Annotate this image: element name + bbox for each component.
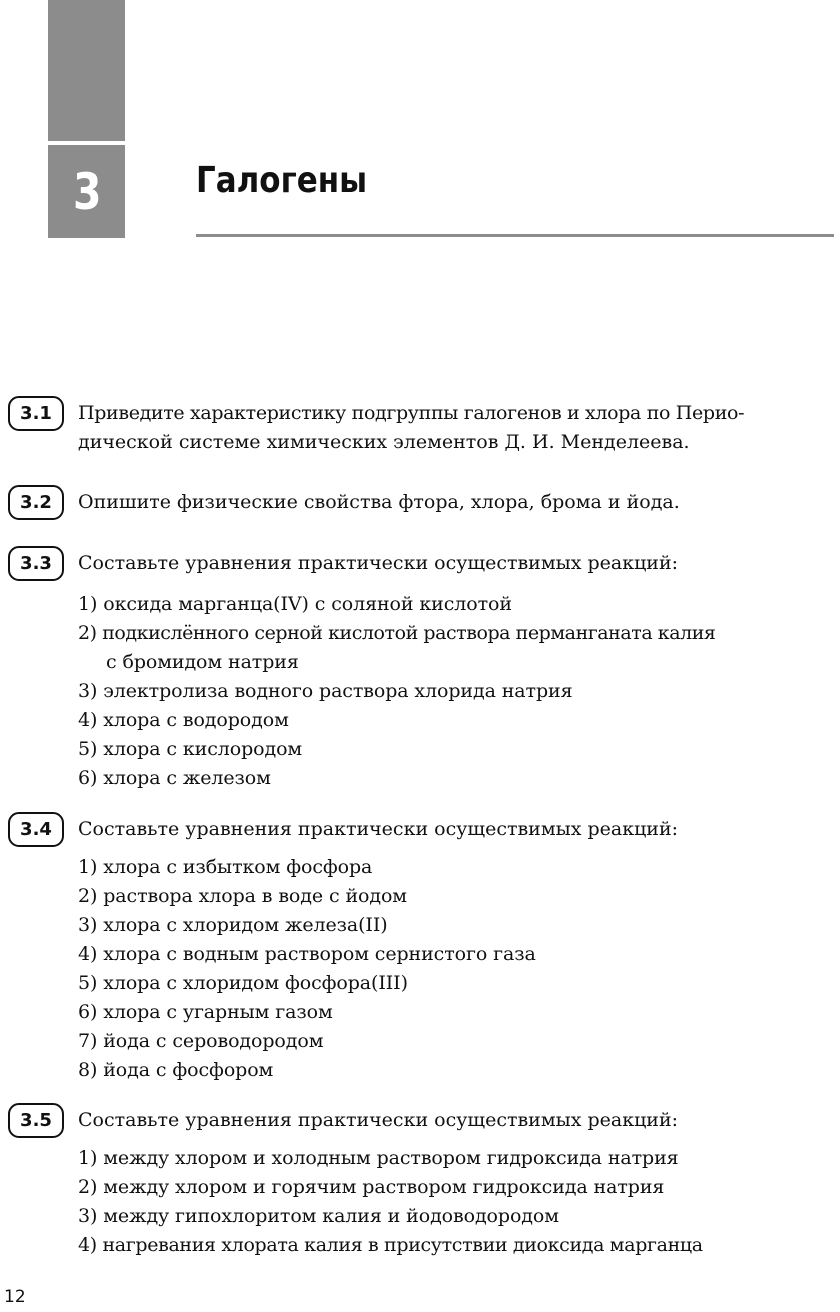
task-number-badge: 3.5 (8, 1103, 64, 1138)
task-text (78, 399, 836, 457)
task-text-line: Составьте уравнения практически осуществимых реакций: (78, 552, 679, 574)
list-item: 3) хлора с хлоридом железа(II) (78, 914, 388, 936)
task-text-line: Опишите физические свойства фтора, хлора, брома и йода. (78, 491, 680, 513)
task-text-line: Приведите характеристику подгруппы галогенов и хлора по Перио- (78, 402, 745, 424)
list-item: 7) йода с сероводородом (78, 1030, 324, 1052)
list-item: 6) хлора с угарным газом (78, 1001, 333, 1023)
reaction-list (78, 853, 838, 1085)
list-item: 2) подкислённого серной кислотой раствора перманганата калия (78, 622, 716, 644)
task-number-badge: 3.1 (8, 396, 64, 431)
reaction-list (78, 590, 838, 793)
task-number-badge: 3.3 (8, 546, 64, 581)
title-underline (196, 234, 834, 237)
list-item: 1) между хлором и холодным раствором гидроксида натрия (78, 1147, 679, 1169)
list-item: 5) хлора с кислородом (78, 738, 303, 760)
list-item: 2) раствора хлора в воде с йодом (78, 885, 407, 907)
task-text-line: Составьте уравнения практически осуществимых реакций: (78, 1109, 679, 1131)
task-text (78, 549, 836, 578)
list-item-continuation: с бромидом натрия (106, 651, 299, 673)
list-item: 5) хлора с хлоридом фосфора(III) (78, 972, 408, 994)
chapter-number: 3 (72, 162, 101, 221)
reaction-list (78, 1144, 838, 1260)
task-text (78, 1106, 836, 1135)
list-item: 4) хлора с водным раствором сернистого газа (78, 943, 536, 965)
list-item: 4) нагревания хлората калия в присутствии диоксида марганца (78, 1234, 703, 1256)
list-item: 1) хлора с избытком фосфора (78, 856, 373, 878)
list-item: 2) между хлором и горячим раствором гидроксида натрия (78, 1176, 665, 1198)
chapter-tab-decoration (48, 0, 125, 141)
list-item: 3) между гипохлоритом калия и йодоводородом (78, 1205, 559, 1227)
task-number-badge: 3.4 (8, 812, 64, 847)
list-item: 6) хлора с железом (78, 767, 271, 789)
task-text-line: Составьте уравнения практически осуществимых реакций: (78, 818, 679, 840)
list-item: 4) хлора с водородом (78, 709, 289, 731)
task-number-badge: 3.2 (8, 485, 64, 520)
page-number: 12 (4, 1287, 26, 1307)
task-text (78, 815, 836, 844)
list-item: 3) электролиза водного раствора хлорида натрия (78, 680, 573, 702)
list-item: 8) йода с фосфором (78, 1059, 274, 1081)
task-text-line: дической системе химических элементов Д. И. Менделеева. (78, 431, 690, 453)
list-item: 1) оксида марганца(IV) с соляной кислотой (78, 593, 512, 615)
chapter-title: Галогены (196, 160, 368, 201)
chapter-number-tab (48, 145, 125, 238)
task-text (78, 488, 836, 517)
